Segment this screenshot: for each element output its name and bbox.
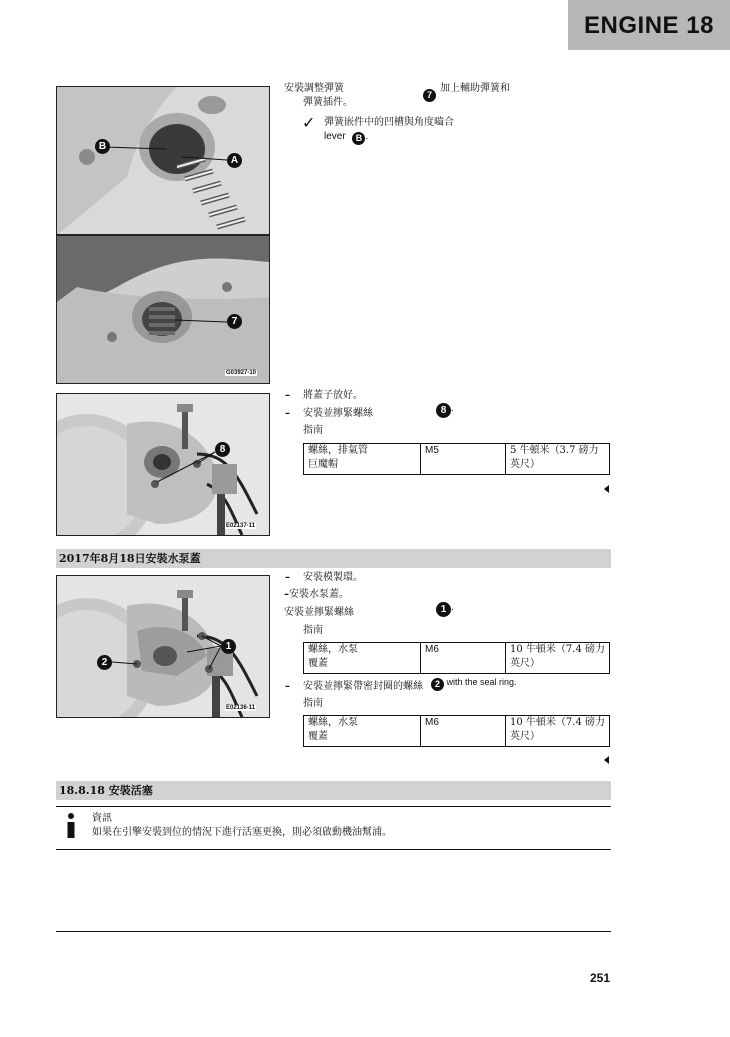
cover-screws-photo	[56, 393, 270, 536]
section-heading-piston: 18.8.18 安裝活塞	[56, 781, 611, 800]
water-pump-cover-photo	[56, 575, 270, 718]
spec-part-line2: 巨魔帽	[308, 459, 338, 470]
spec-part-line1: 螺絲，水泵	[308, 717, 358, 728]
spring-installation-photo	[56, 86, 270, 384]
callout-a-marker: A	[227, 153, 242, 168]
step-marker-wrap	[431, 675, 517, 691]
item-b-marker: B	[352, 132, 365, 145]
step-tighten-screws: – 安裝並擰緊螺絲	[303, 407, 373, 421]
step-tighten-screw-1: 安裝並擰緊螺絲	[284, 607, 354, 618]
callout-1-marker: 1	[221, 639, 236, 654]
step-place-cover: – 將蓋子放好。	[303, 389, 363, 403]
step-tail: .	[451, 403, 454, 414]
callout-2-marker: 2	[97, 655, 112, 670]
step-marker-wrap	[436, 402, 454, 418]
check-text: 彈簧嵌件中的凹槽與角度嚙合	[324, 117, 454, 128]
guide-label: 指南	[303, 625, 323, 636]
spec-part	[304, 716, 421, 747]
spec-torque: 10 牛頓米（7.4 磅力英尺）	[506, 643, 610, 674]
item-2-marker: 2	[431, 678, 444, 691]
check-lever-text: lever	[324, 131, 346, 142]
spec-size: M6	[421, 716, 506, 747]
section-end-marker	[604, 485, 609, 493]
spec-size: M5	[421, 444, 506, 475]
step-marker-wrap	[436, 601, 454, 617]
figure-code: G03927-10	[226, 370, 257, 376]
step-tail: with the seal ring.	[446, 677, 517, 687]
callout-7-marker: 7	[227, 314, 242, 329]
spec-part-line1: 螺絲，排氣管	[308, 445, 368, 456]
step-install-pump-cover-text: 安裝水泵蓋。	[289, 589, 349, 600]
spec-part-line1: 螺絲，水泵	[308, 644, 358, 655]
figure-code: E02137-11	[226, 523, 256, 529]
item-7-marker: 7	[423, 89, 436, 102]
torque-spec-table	[303, 715, 610, 747]
spec-torque: 10 牛頓米（7.4 磅力英尺）	[506, 716, 610, 747]
torque-spec-table	[303, 642, 610, 674]
guide-label: 指南	[303, 698, 323, 709]
step-tail: .	[451, 602, 454, 613]
step-text-continued: 加上輔助彈簧和	[440, 83, 510, 94]
torque-spec-table	[303, 443, 610, 475]
section-heading-water-pump: 2017年8月18日安裝水泵蓋	[56, 549, 611, 568]
step-marker-wrap	[423, 81, 436, 102]
info-icon	[60, 812, 82, 840]
guide-label: 指南	[303, 425, 323, 436]
check-text-line2	[324, 130, 368, 145]
spec-part	[304, 643, 421, 674]
callout-b-marker: B	[95, 139, 110, 154]
info-bottom-rule	[56, 849, 611, 850]
step-install-molded-ring: – 安裝模製環。	[303, 571, 363, 585]
step-text-line2: 彈簧插件。	[303, 97, 353, 108]
page-number: 251	[590, 971, 611, 985]
step-text: 安裝調整彈簧	[284, 83, 344, 94]
checkmark-icon: ✓	[302, 113, 316, 132]
section-end-marker	[604, 756, 609, 764]
info-body: 如果在引擎安裝到位的情況下進行活塞更換，則必須啟動機油幫浦。	[92, 827, 392, 838]
step-install-spring	[284, 82, 344, 96]
item-8-marker: 8	[436, 403, 451, 418]
info-title: 資訊	[92, 813, 112, 824]
step-tighten-seal-screw: – 安裝並擰緊帶密封圈的螺絲	[303, 680, 423, 694]
callout-8-marker: 8	[215, 442, 230, 457]
spec-part-line2: 覆蓋	[308, 658, 328, 669]
spec-size: M6	[421, 643, 506, 674]
info-top-rule	[56, 806, 611, 807]
spec-torque: 5 牛頓米（3.7 磅力英尺）	[506, 444, 610, 475]
item-1-marker: 1	[436, 602, 451, 617]
figure-code: E02136-11	[226, 705, 256, 711]
spec-part-line2: 覆蓋	[308, 731, 328, 742]
chapter-tab: ENGINE 18	[568, 0, 730, 50]
check-tail: .	[365, 131, 369, 142]
spec-part	[304, 444, 421, 475]
step-install-pump-cover: –安裝水泵蓋。	[284, 589, 349, 600]
page-bottom-rule	[56, 931, 611, 932]
